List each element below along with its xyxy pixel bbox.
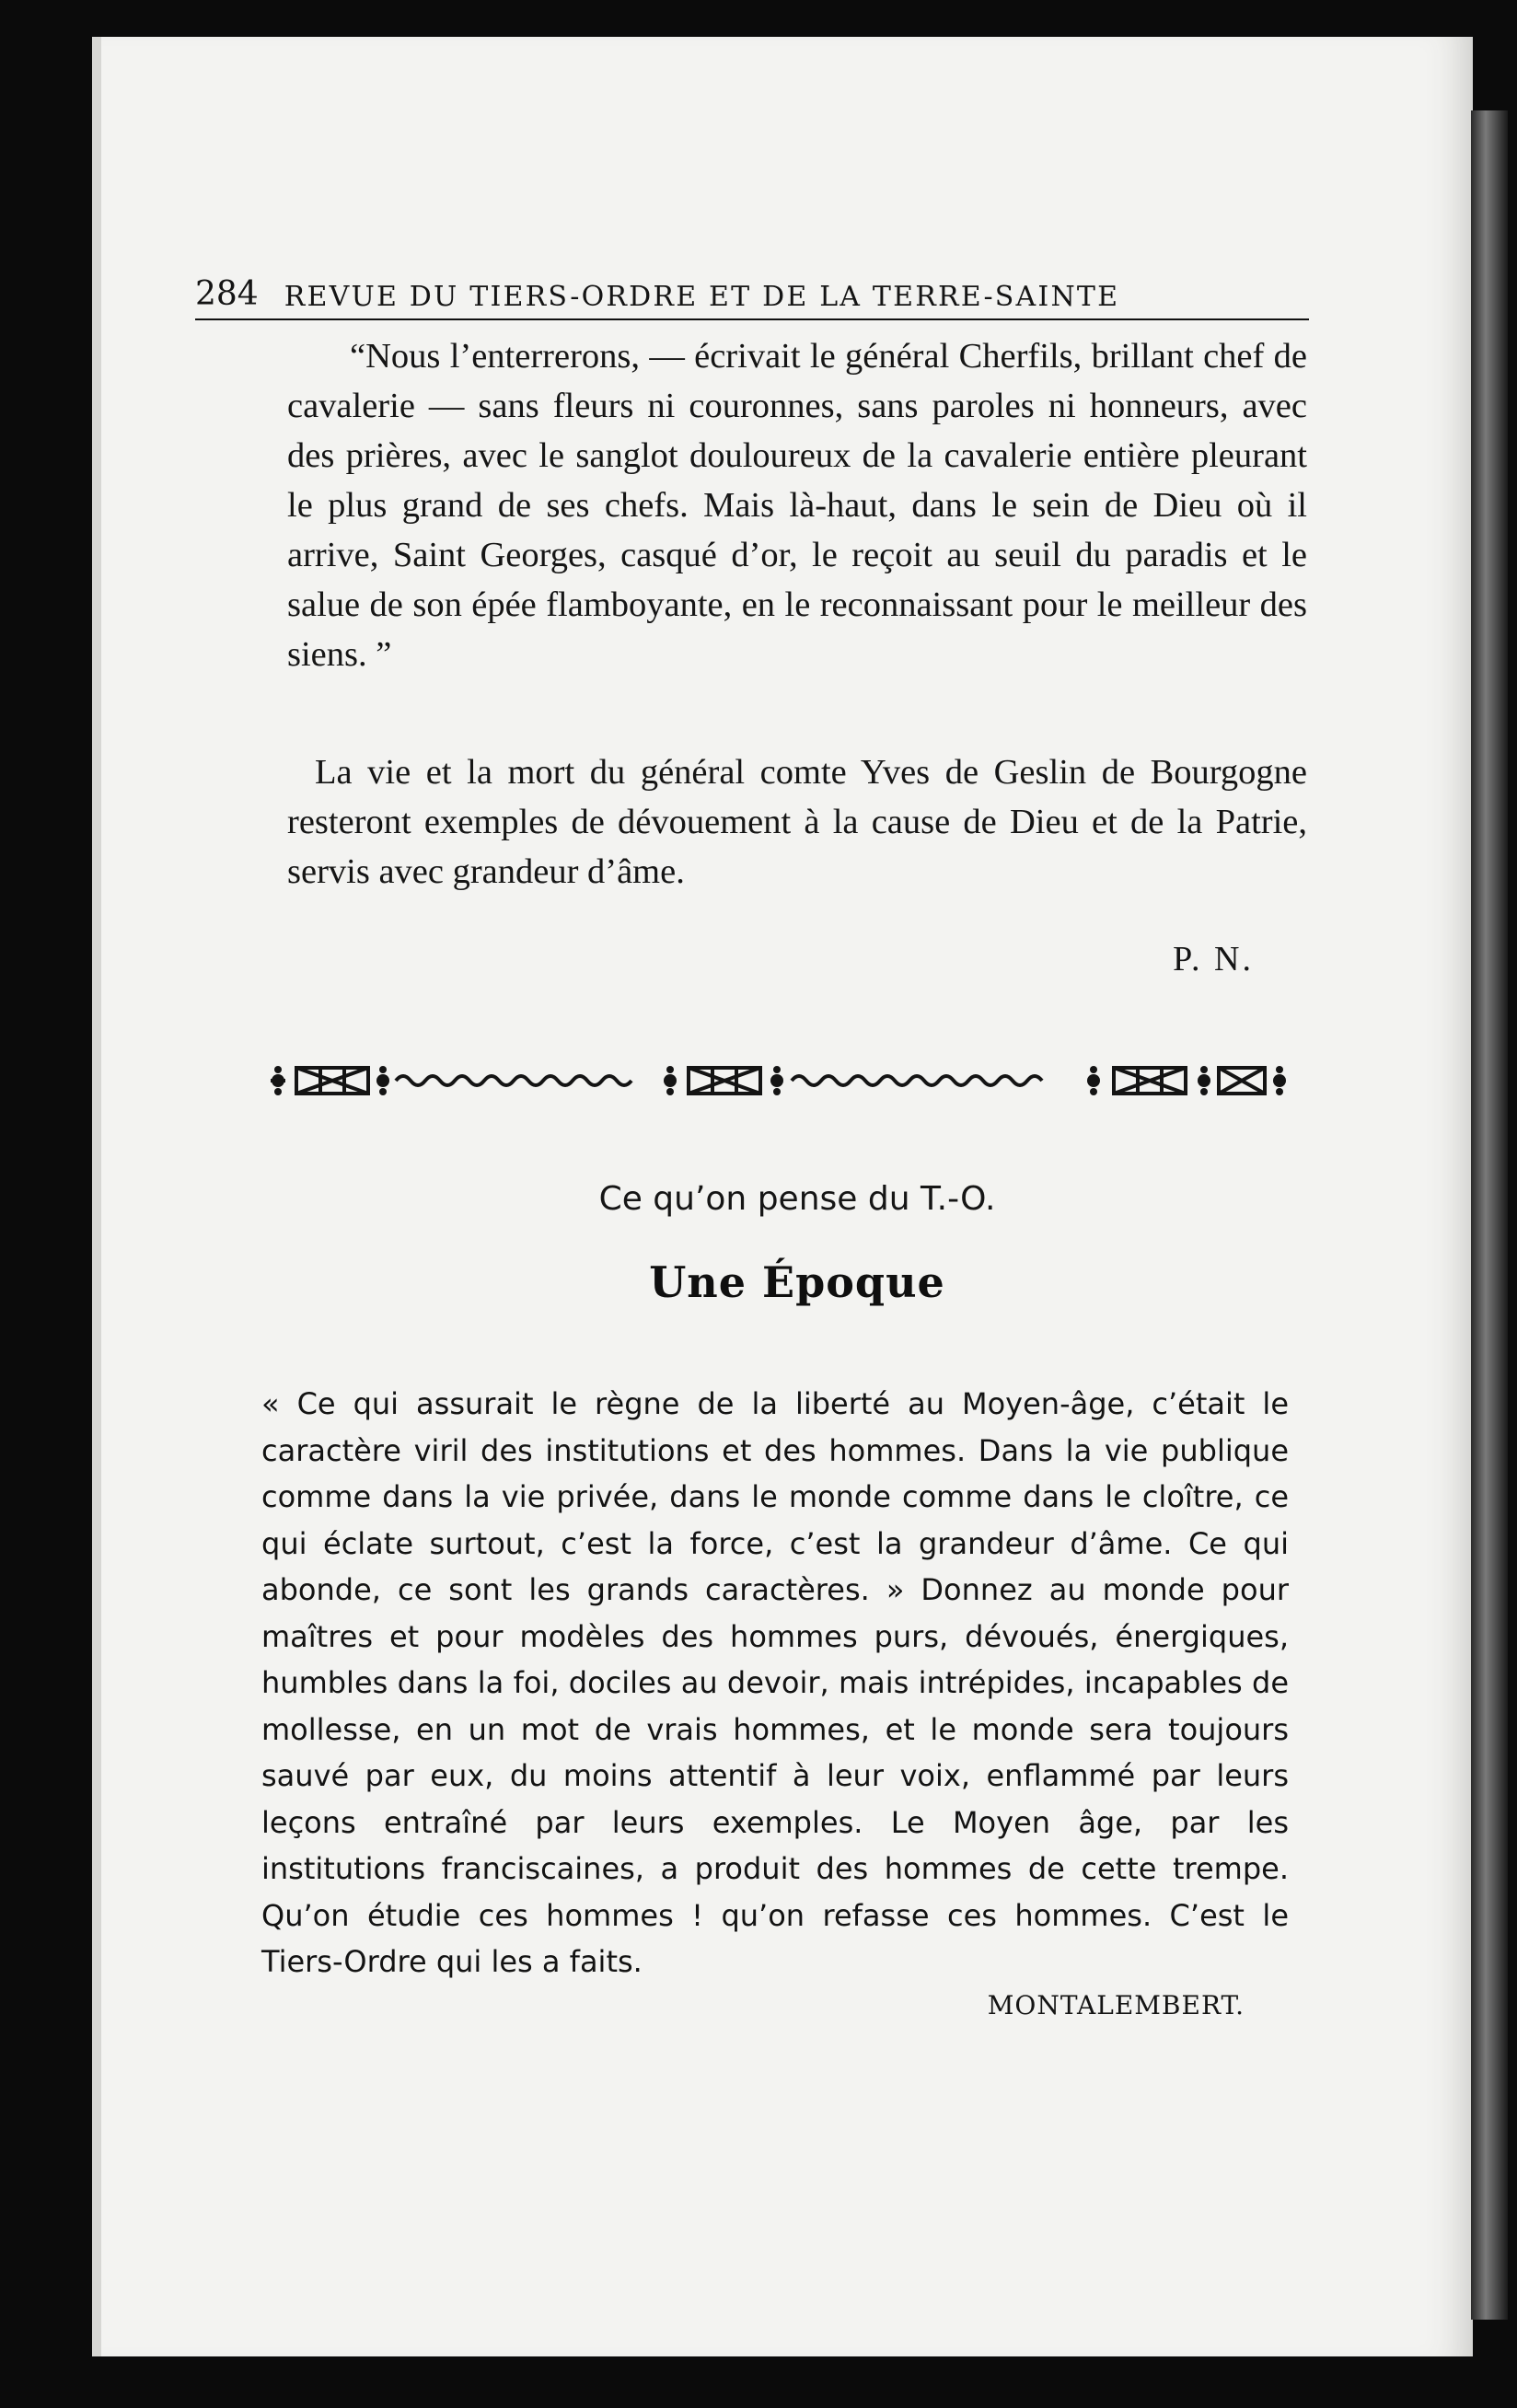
article-paragraph-1: “Nous l’enterrerons, — écrivait le général Cherfils, brillant chef de cavalerie — sans fleurs ni couronnes, sans paroles ni honneurs, avec des prières, avec le sanglot douloureux de la cavalerie entière pleurant le plus grand de ses chefs. Mais là-haut, dans le sein de Dieu où il arrive, Saint Georges, casqué d’or, le reçoit au seuil du paradis et le salue de son épée flamboyante, en le reconnaissant pour le meilleur des siens. ” bbox=[287, 337, 1307, 674]
running-head-title: REVUE DU TIERS-ORDRE ET DE LA TERRE-SAINTE bbox=[284, 281, 1120, 313]
lattice-icon bbox=[1219, 1068, 1265, 1094]
page-number: 284 bbox=[195, 275, 259, 313]
article-paragraph-2: La vie et la mort du général comte Yves de Geslin de Bourgogne resteront exemples de dévouement à la cause de Dieu et de la Patrie, servis avec grandeur d’âme. bbox=[287, 753, 1307, 891]
lattice-icon bbox=[1114, 1068, 1186, 1094]
wave-band bbox=[792, 1076, 1042, 1085]
lattice-icon bbox=[689, 1068, 760, 1094]
fleur-icon bbox=[376, 1066, 389, 1095]
decorative-divider bbox=[265, 1057, 1292, 1105]
fleur-icon bbox=[1087, 1066, 1100, 1095]
section-heading: Ce qu’on pense du T.-O. bbox=[598, 1180, 996, 1218]
quote-author: MONTALEMBERT. bbox=[987, 1990, 1245, 2020]
fleur-icon bbox=[1273, 1066, 1286, 1095]
fleur-icon bbox=[271, 1066, 285, 1095]
lattice-icon bbox=[296, 1068, 368, 1094]
fleur-icon bbox=[664, 1066, 677, 1095]
running-header bbox=[195, 247, 1309, 320]
article-signature: P. N. bbox=[1173, 940, 1254, 978]
facing-page-edge bbox=[1471, 110, 1508, 2320]
wave-band bbox=[396, 1076, 631, 1085]
quote-paragraph: « Ce qui assurait le règne de la liberté au Moyen-âge, c’était le caractère viril des institutions et des hommes. Dans la vie publique comme dans la vie privée, dans le monde comme dans le cloître, ce qui éclate surtout, c’est la force, c’est la grandeur d’âme. Ce qui abonde, ce sont les grands caractères. » Donnez au monde pour maîtres et pour modèles des hommes purs, dévoués, énergiques, humbles dans la foi, dociles au devoir, mais intrépides, incapables de mollesse, en un mot de vrais hommes, et le monde sera toujours sauvé par eux, du moins attentif à leur voix, enflammé par leurs leçons entraîné par leurs exemples. Le Moyen âge, par les institutions franciscaines, a produit des hommes de cette trempe. Qu’on étudie ces hommes ! qu’on refasse ces hommes. C’est le Tiers-Ordre qui les a faits. bbox=[261, 1386, 1289, 1979]
section-title: Une Époque bbox=[649, 1257, 945, 1307]
fleur-icon bbox=[1198, 1066, 1210, 1095]
fleur-icon bbox=[770, 1066, 783, 1095]
